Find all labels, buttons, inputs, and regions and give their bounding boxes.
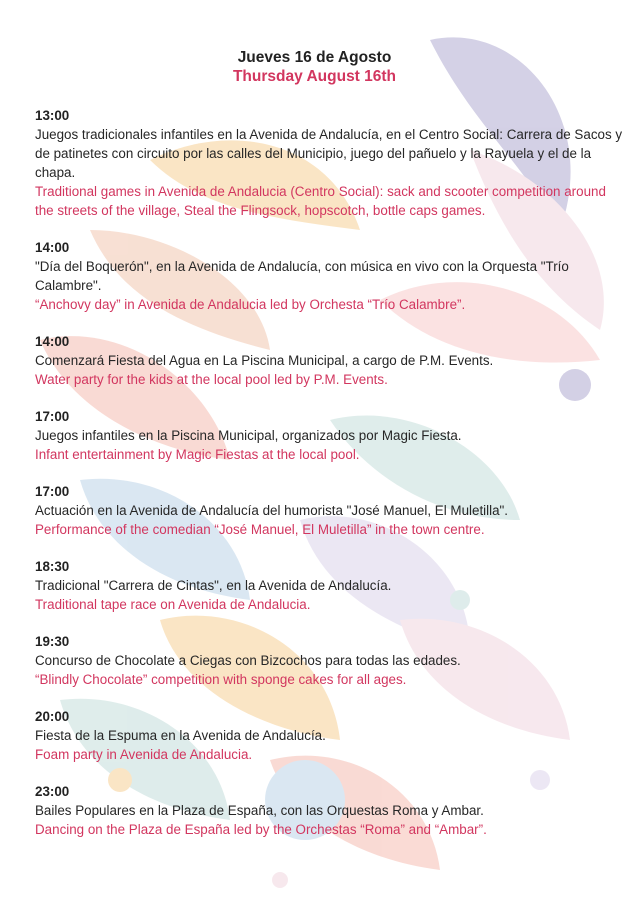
event-description-english: Water party for the kids at the local pool led by P.M. Events. xyxy=(35,372,388,387)
event-item xyxy=(35,633,625,689)
event-description-spanish: Tradicional "Carrera de Cintas", en la Avenida de Andalucía. xyxy=(35,578,392,593)
event-time: 23:00 xyxy=(35,784,70,799)
event-description-spanish: Concurso de Chocolate a Ciegas con Bizcochos para todas las edades. xyxy=(35,653,461,668)
event-description-english: Traditional games in Avenida de Andalucia (Centro Social): sack and scooter competition around the streets of the village, Steal the Flingsock, hopscotch, bottle caps games. xyxy=(35,184,606,218)
event-description-english: Foam party in Avenida de Andalucia. xyxy=(35,747,253,762)
event-time: 14:00 xyxy=(35,334,70,349)
title-spanish: Jueves 16 de Agosto xyxy=(237,49,392,66)
event-description-spanish: Fiesta de la Espuma en la Avenida de Andalucía. xyxy=(35,728,326,743)
event-description-spanish: Juegos infantiles en la Piscina Municipal, organizados por Magic Fiesta. xyxy=(35,428,462,443)
event-list xyxy=(35,107,625,839)
event-description-english: Infant entertainment by Magic Fiestas at the local pool. xyxy=(35,447,360,462)
event-description-spanish: Bailes Populares en la Plaza de España, con las Orquestas Roma y Ambar. xyxy=(35,803,484,818)
event-time: 14:00 xyxy=(35,240,70,255)
event-description-spanish: "Día del Boquerón", en la Avenida de Andalucía, con música en vivo con la Orquesta "Trío Calambre". xyxy=(35,259,569,293)
event-time: 13:00 xyxy=(35,108,70,123)
event-description-english: “Blindly Chocolate” competition with sponge cakes for all ages. xyxy=(35,672,407,687)
event-description-spanish: Comenzará Fiesta del Agua en La Piscina Municipal, a cargo de P.M. Events. xyxy=(35,353,494,368)
event-item xyxy=(35,708,625,764)
event-item xyxy=(35,107,625,220)
event-description-english: “Anchovy day” in Avenida de Andalucia led by Orchesta “Trío Calambre”. xyxy=(35,297,466,312)
title-english: Thursday August 16th xyxy=(232,68,397,85)
event-description-spanish: Juegos tradicionales infantiles en la Avenida de Andalucía, en el Centro Social: Carrera de Sacos y de patinetes con circuito por las calles del Municipio, juego del pañuelo y la Rayuela y el de la chapa. xyxy=(35,127,623,180)
event-item xyxy=(35,333,625,389)
event-item xyxy=(35,558,625,614)
event-description-english: Performance of the comedian “José Manuel, El Muletilla” in the town centre. xyxy=(35,522,485,537)
event-description-english: Dancing on the Plaza de España led by the Orchestas “Roma” and “Ambar”. xyxy=(35,822,487,837)
event-item xyxy=(35,239,625,314)
event-description-spanish: Actuación en la Avenida de Andalucía del humorista "José Manuel, El Muletilla". xyxy=(35,503,509,518)
event-time: 20:00 xyxy=(35,709,70,724)
event-item xyxy=(35,783,625,839)
event-time: 19:30 xyxy=(35,634,70,649)
day-header xyxy=(0,49,629,87)
event-description-english: Traditional tape race on Avenida de Andalucia. xyxy=(35,597,311,612)
event-time: 17:00 xyxy=(35,409,70,424)
event-time: 18:30 xyxy=(35,559,70,574)
event-item xyxy=(35,408,625,464)
event-item xyxy=(35,483,625,539)
event-time: 17:00 xyxy=(35,484,70,499)
